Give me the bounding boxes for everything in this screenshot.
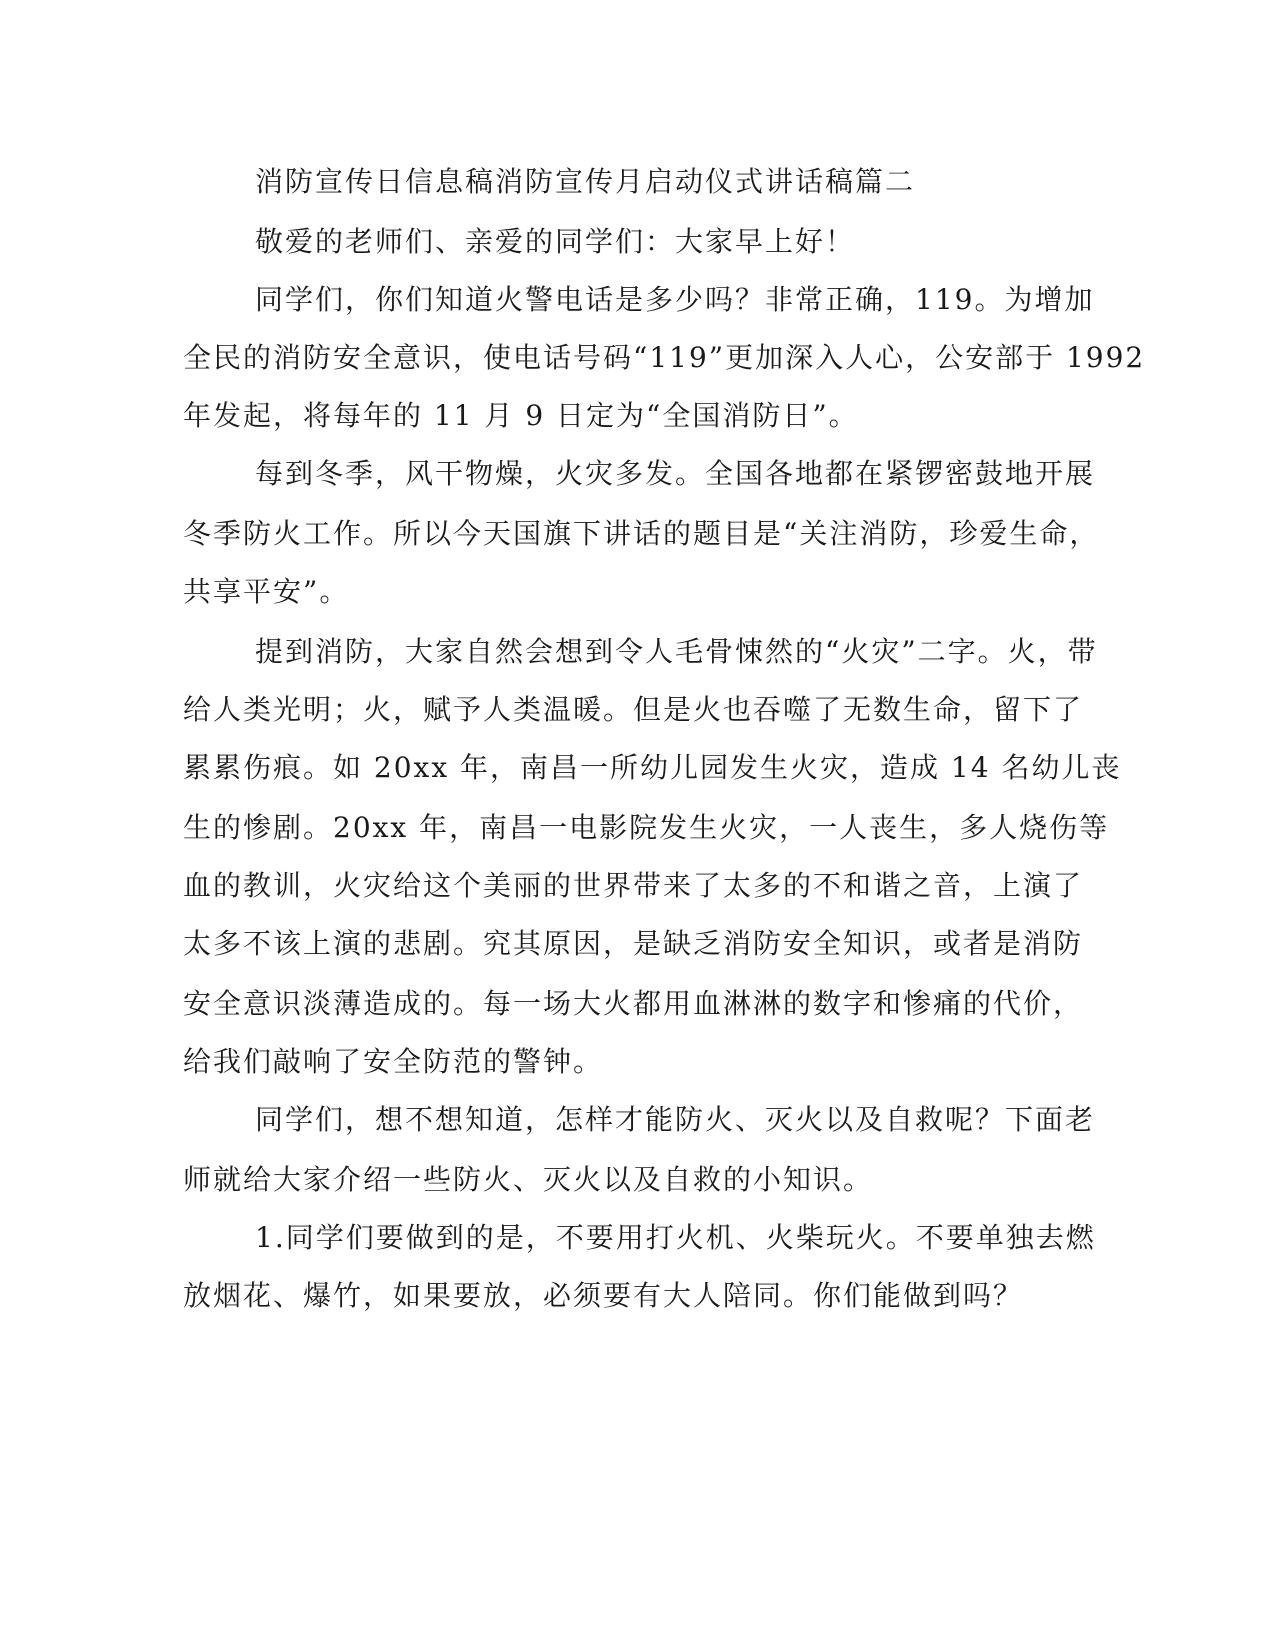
body-line: 年发起，将每年的 11 月 9 日定为“全国消防日”。 [183,399,859,432]
document-title: 消防宣传日信息稿消防宣传月启动仪式讲话稿篇二 [255,165,916,198]
body-line: 放烟花、爆竹，如果要放，必须要有大人陪同。你们能做到吗？ [183,1279,1024,1312]
body-line: 共享平安”。 [183,575,350,608]
body-line: 血的教训，火灾给这个美丽的世界带来了太多的不和谐之音，上演了 [183,869,1084,902]
body-line: 冬季防火工作。所以今天国旗下讲话的题目是“关注消防，珍爱生命， [183,517,1100,550]
body-line: 安全意识淡薄造成的。每一场大火都用血淋淋的数字和惨痛的代价， [183,987,1084,1020]
body-line: 给我们敲响了安全防范的警钟。 [183,1045,604,1078]
body-line: 师就给大家介绍一些防火、灭火以及自救的小知识。 [183,1163,874,1196]
body-line: 太多不该上演的悲剧。究其原因，是缺乏消防安全知识，或者是消防 [183,927,1084,960]
body-line: 全民的消防安全意识，使电话号码“119”更加深入人心，公安部于 1992 [183,341,1146,374]
body-line: 生的惨剧。20xx 年，南昌一电影院发生火灾，一人丧生，多人烧伤等 [183,811,1110,844]
body-line: 给人类光明；火，赋予人类温暖。但是火也吞噬了无数生命，留下了 [183,693,1084,726]
body-line: 累累伤痕。如 20xx 年，南昌一所幼儿园发生火灾，造成 14 名幼儿丧 [183,751,1122,784]
body-line: 提到消防，大家自然会想到令人毛骨悚然的“火灾”二字。火，带 [255,635,1098,668]
body-line: 每到冬季，风干物燥，火灾多发。全国各地都在紧锣密鼓地开展 [255,457,1096,490]
body-line: 1.同学们要做到的是，不要用打火机、火柴玩火。不要单独去燃 [255,1221,1096,1254]
body-line: 同学们，想不想知道，怎样才能防火、灭火以及自救呢？下面老 [255,1103,1096,1136]
greeting-line: 敬爱的老师们、亲爱的同学们：大家早上好！ [255,225,856,258]
body-line: 同学们，你们知道火警电话是多少吗？非常正确，119。为增加 [255,283,1095,316]
